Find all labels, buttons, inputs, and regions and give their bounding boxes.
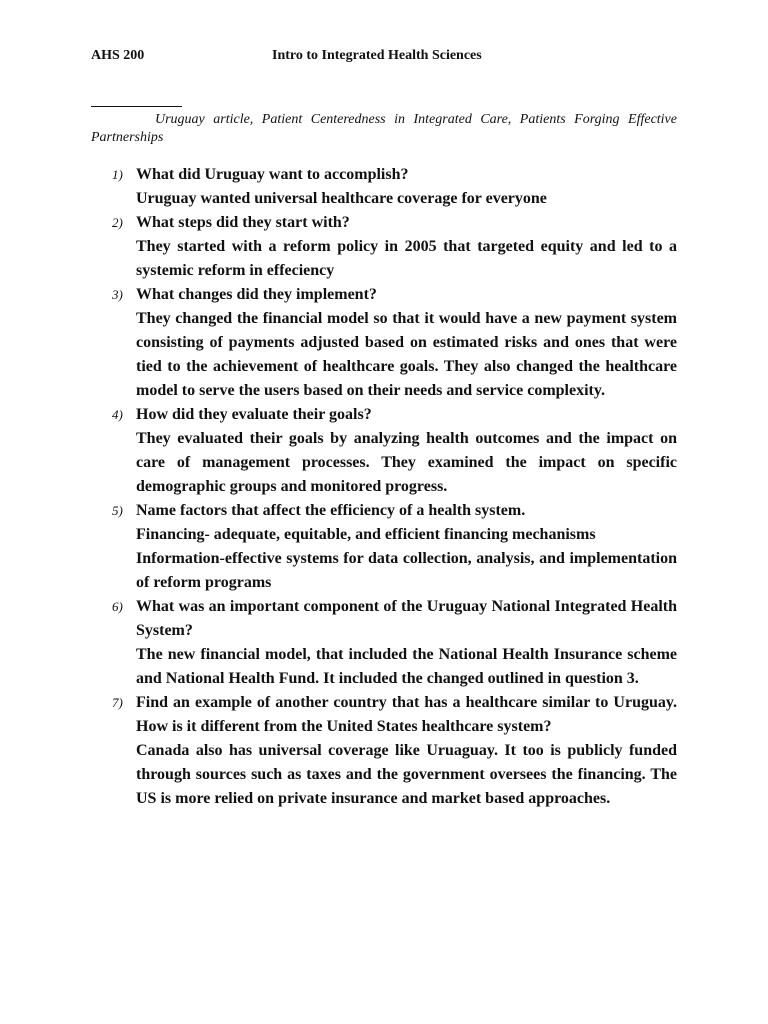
question-list	[91, 163, 677, 811]
question-number: 4)	[112, 407, 123, 422]
answer-text: Canada also has universal coverage like Uruaguay. It too is publicly funded through sources such as taxes and the government oversees the financing. The US is more relied on private insurance and market based approaches.	[136, 742, 677, 807]
question-item-2	[91, 211, 677, 283]
question-number: 5)	[112, 503, 123, 518]
question-item-7	[91, 691, 677, 811]
question-number: 7)	[112, 695, 123, 710]
question-number: 2)	[112, 215, 123, 230]
answer-text: They started with a reform policy in 2005 that targeted equity and led to a systemic reform in effeciency	[136, 238, 677, 279]
assigned-readings: Uruguay article, Patient Centeredness in Integrated Care, Patients Forging Effective Partnerships	[91, 112, 677, 145]
answer-line-financing: Financing- adequate, equitable, and efficient financing mechanisms	[136, 526, 596, 543]
answer-text: Uruguay wanted universal healthcare coverage for everyone	[136, 190, 547, 207]
question-text: Find an example of another country that has a healthcare similar to Uruguay. How is it different from the United States healthcare system?	[136, 694, 677, 735]
question-text: What was an important component of the Uruguay National Integrated Health System?	[136, 598, 677, 639]
page-header	[91, 48, 681, 68]
question-item-3	[91, 283, 677, 403]
question-text: What did Uruguay want to accomplish?	[136, 166, 409, 183]
answer-line-information: Information-effective systems for data collection, analysis, and implementation of reform programs	[136, 550, 677, 591]
question-item-6	[91, 595, 677, 691]
question-text: How did they evaluate their goals?	[136, 406, 372, 423]
question-text: What changes did they implement?	[136, 286, 377, 303]
question-item-4	[91, 403, 677, 499]
answer-text: The new financial model, that included the National Health Insurance scheme and National Health Fund. It included the changed outlined in question 3.	[136, 646, 677, 687]
question-item-1	[91, 163, 677, 211]
course-code: AHS 200	[91, 48, 145, 63]
question-number: 1)	[112, 167, 123, 182]
question-text: What steps did they start with?	[136, 214, 350, 231]
question-item-5	[91, 499, 677, 595]
question-number: 3)	[112, 287, 123, 302]
question-number: 6)	[112, 599, 123, 614]
name-blank-line	[91, 106, 182, 107]
course-title: Intro to Integrated Health Sciences	[272, 48, 482, 63]
question-text: Name factors that affect the efficiency of a health system.	[136, 502, 526, 519]
answer-text: They evaluated their goals by analyzing health outcomes and the impact on care of management processes. They examined the impact on specific demographic groups and monitored progress.	[136, 430, 677, 495]
answer-text: They changed the financial model so that it would have a new payment system consisting of payments adjusted based on estimated risks and ones that were tied to the achievement of healthcare goals. They also changed the healthcare model to serve the users based on their needs and service complexity.	[136, 310, 677, 399]
